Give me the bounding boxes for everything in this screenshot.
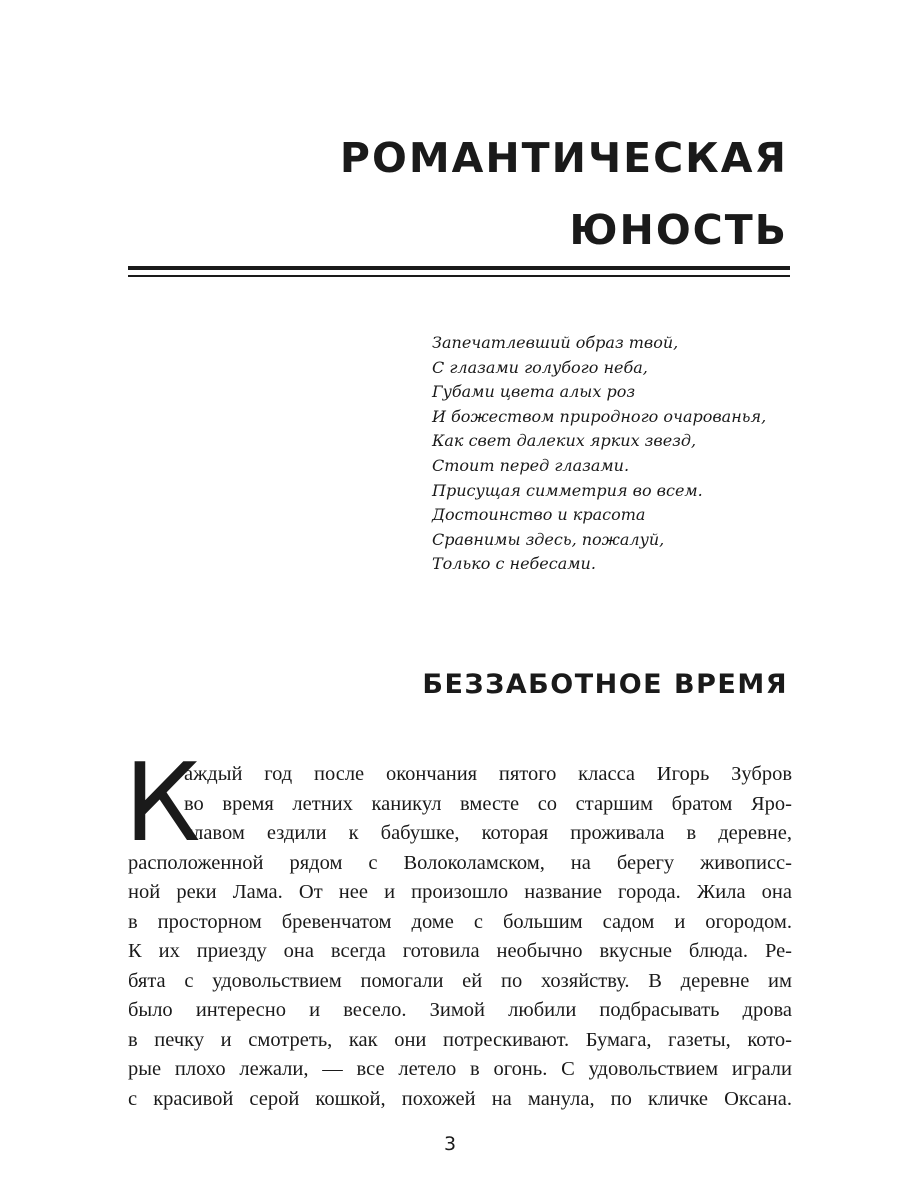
epigraph-line: Стоит перед глазами. <box>432 455 630 475</box>
body-paragraph <box>128 760 792 1114</box>
body-line: в просторном бревенчатом доме с большим садом и огородом. <box>128 910 792 933</box>
epigraph-line: Достоинство и красота <box>432 505 646 525</box>
epigraph-line: Губами цвета алых роз <box>432 382 636 402</box>
chapter-title <box>128 122 788 266</box>
drop-cap-letter: К <box>124 741 201 866</box>
epigraph-line: Запечатлевший образ твой, <box>432 333 679 352</box>
body-line: расположенной рядом с Волоколамском, на берегу живописс- <box>128 851 792 874</box>
title-rule-thin <box>128 275 790 277</box>
body-line: бята с удовольствием помогали ей по хозяйству. В деревне им <box>128 969 792 992</box>
epigraph-line: Как свет далеких ярких звезд, <box>432 431 697 451</box>
chapter-title-line-2: ЮНОСТЬ <box>569 206 788 254</box>
body-line: К их приезду она всегда готовила необычно вкусные блюда. Ре- <box>128 940 792 962</box>
chapter-title-line-1: РОМАНТИЧЕСКАЯ <box>339 134 788 182</box>
title-rule-thick <box>128 266 790 270</box>
epigraph-line: Присущая симметрия во всем. <box>432 480 703 500</box>
body-line: ной реки Лама. От нее и произошло название города. Жила она <box>128 881 792 903</box>
epigraph-line: И божеством природного очарованья, <box>432 406 767 426</box>
body-line: во время летних каникул вместе со старшим братом Яро- <box>184 792 792 815</box>
body-line: было интересно и весело. Зимой любили подбрасывать дрова <box>128 999 792 1021</box>
body-line: славом ездили к бабушке, которая проживала в деревне, <box>184 822 792 844</box>
epigraph-line: Только с небесами. <box>432 554 596 574</box>
page-number: 3 <box>443 1133 457 1155</box>
epigraph-line: Сравнимы здесь, пожалуй, <box>432 529 665 549</box>
section-title: БЕЗЗАБОТНОЕ ВРЕМЯ <box>422 669 788 700</box>
epigraph-line: С глазами голубого неба, <box>432 357 648 377</box>
epigraph-poem <box>432 331 812 577</box>
body-line: в печку и смотреть, как они потрескивают. Бумага, газеты, кото- <box>128 1028 792 1051</box>
body-line: с красивой серой кошкой, похожей на манула, по кличке Оксана. <box>128 1087 792 1110</box>
body-line: рые плохо лежали, — все летело в огонь. С удовольствием играли <box>128 1058 792 1080</box>
body-line: аждый год после окончания пятого класса Игорь Зубров <box>184 763 792 785</box>
